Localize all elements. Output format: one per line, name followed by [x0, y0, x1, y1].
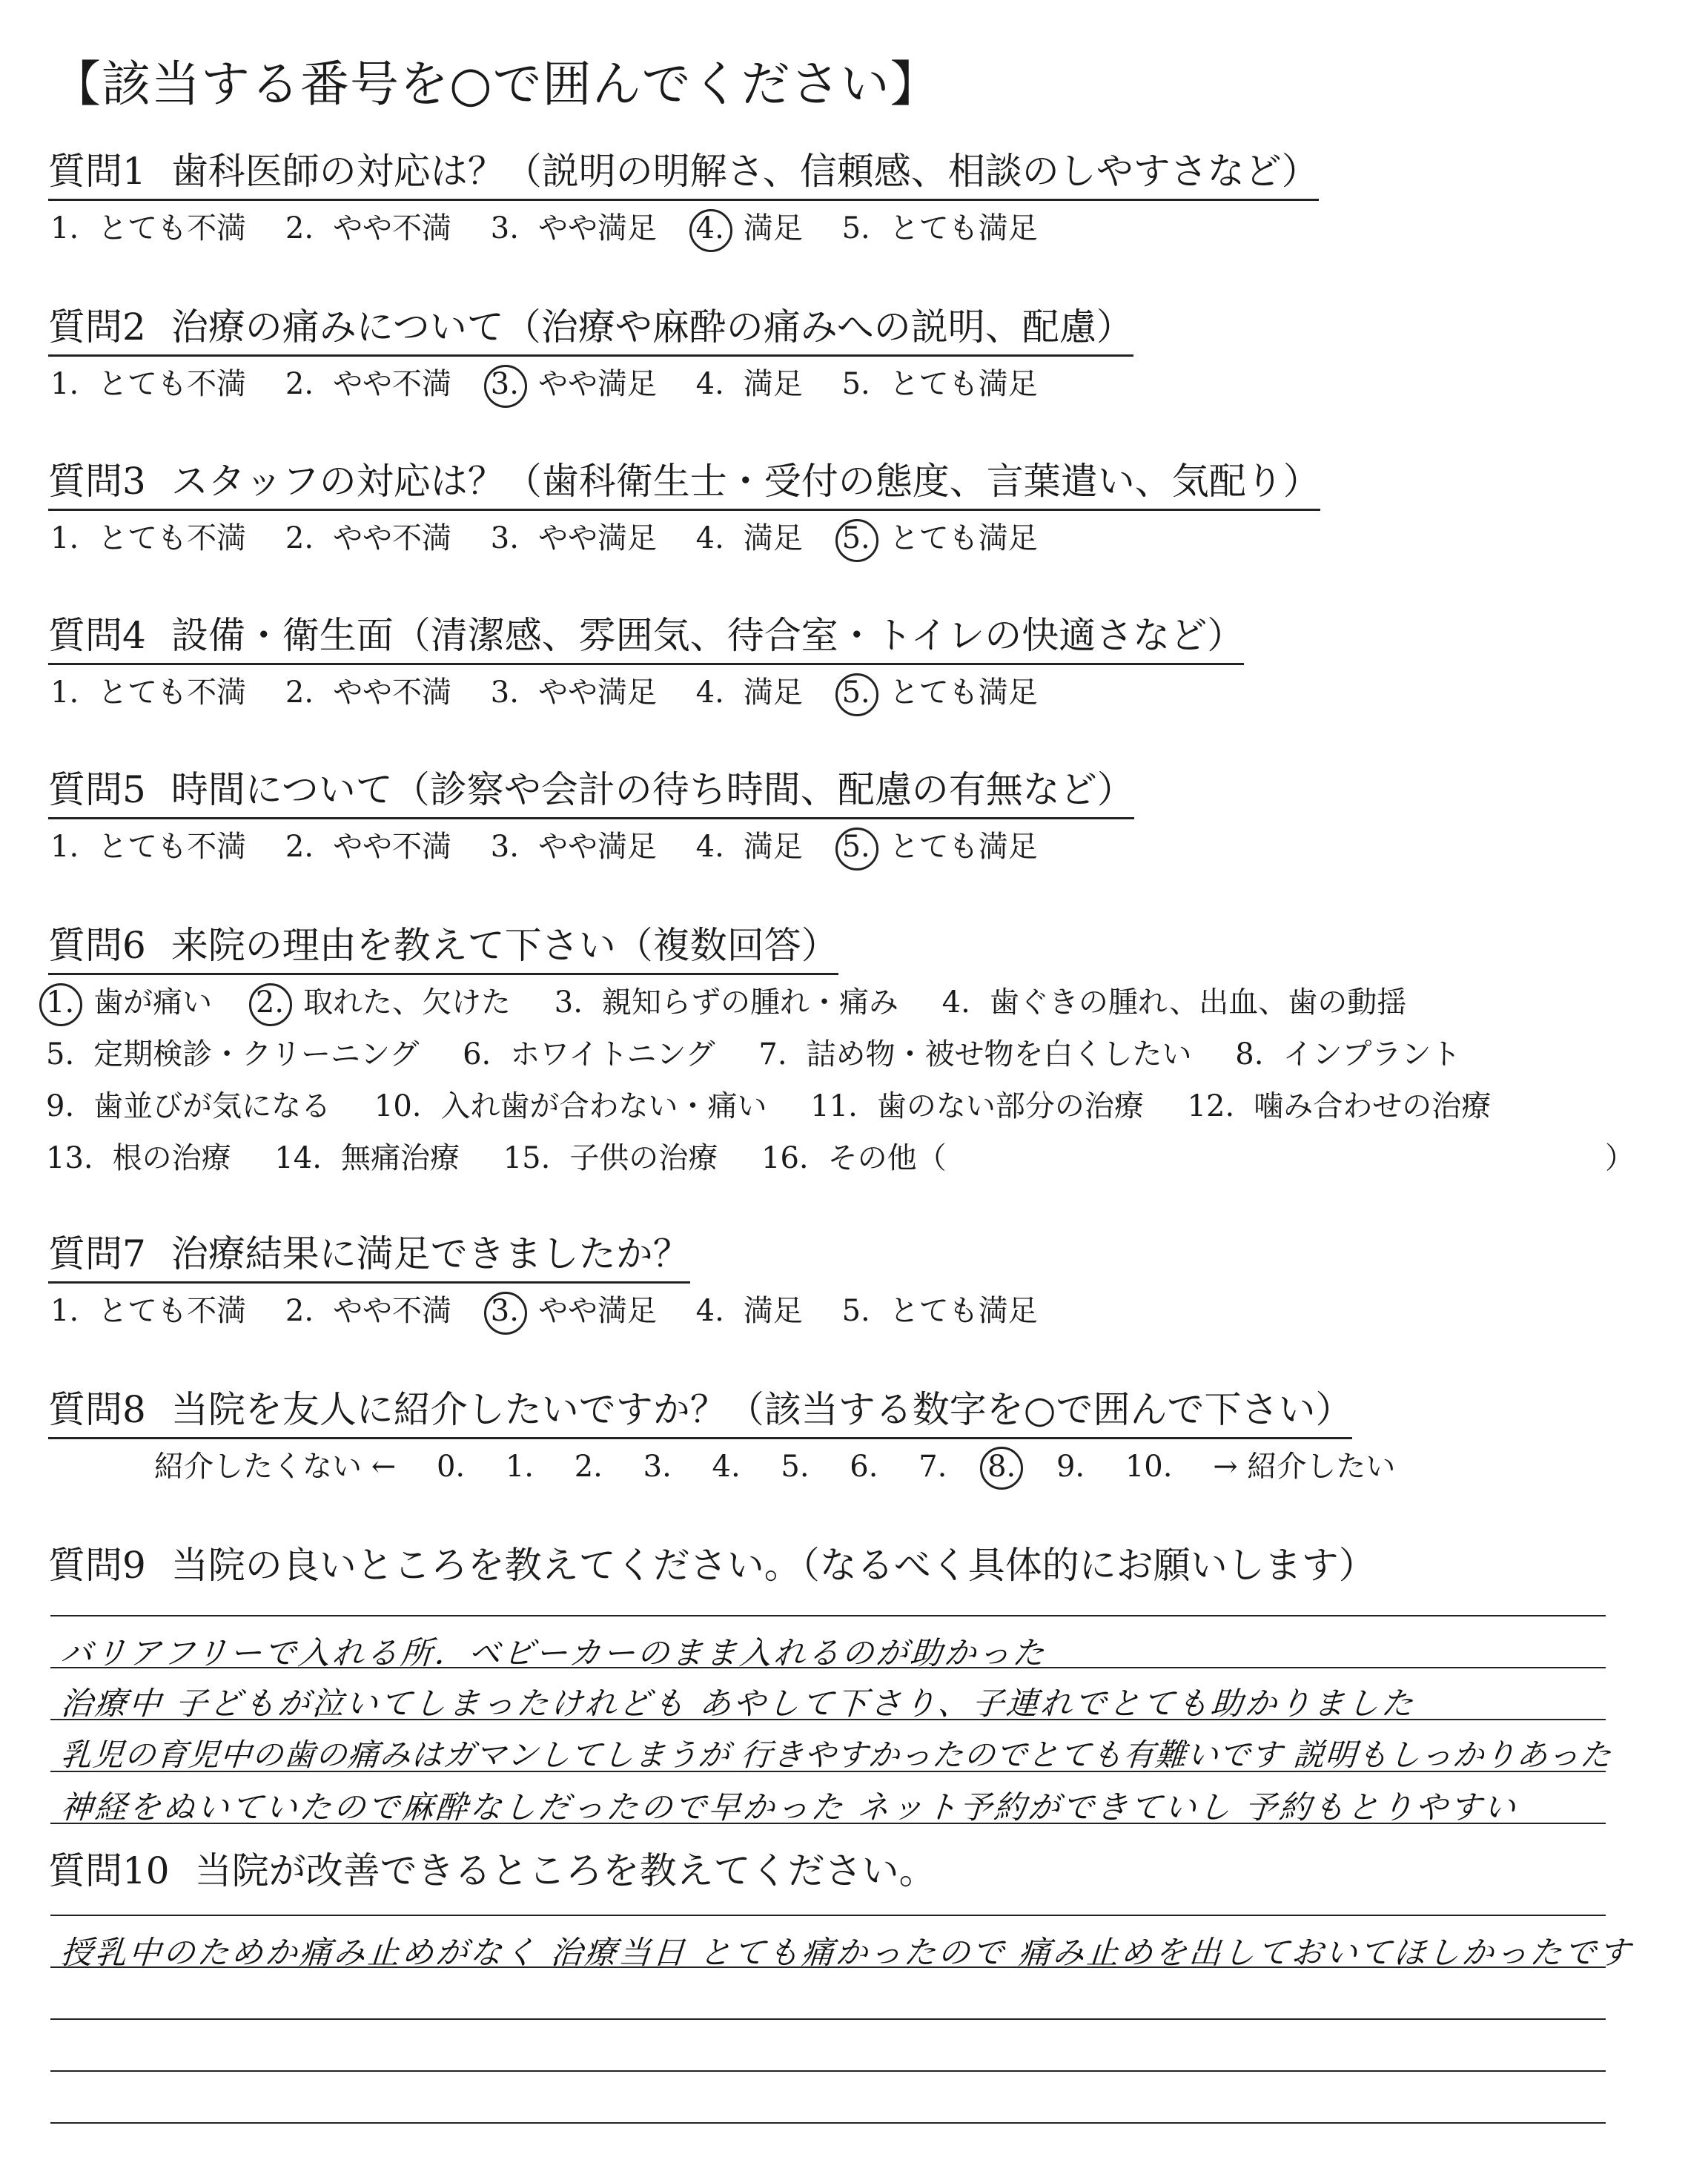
q3-option-3[interactable]: 3. やや満足 — [490, 521, 657, 555]
q3-option-4[interactable]: 4. 満足 — [695, 521, 803, 555]
question-3-number: 質問3 — [48, 460, 146, 503]
question-8-scale — [154, 1447, 1426, 1486]
q1-option-1[interactable]: 1. とても不満 — [50, 211, 247, 245]
q4-option-5-selected[interactable]: 5. とても満足 — [842, 673, 1038, 712]
q8-scale-1[interactable]: 1. — [505, 1450, 534, 1484]
q4-option-4[interactable]: 4. 満足 — [695, 676, 803, 710]
q3-option-5-selected[interactable]: 5. とても満足 — [842, 519, 1038, 558]
q6-other-paren-close: ） — [1605, 1141, 1635, 1175]
q10-answer-line — [50, 1915, 1606, 1916]
q10-answer-1[interactable]: 授乳中のためか痛み止めがなく 治療当日 とても痛かったので 痛み止めを出しておいてほしかったです — [59, 1935, 1634, 1972]
q8-scale-6[interactable]: 6. — [850, 1450, 878, 1484]
q8-scale-9[interactable]: 9. — [1056, 1450, 1085, 1484]
q6-option-5[interactable]: 5. 定期検診・クリーニング — [46, 1037, 420, 1071]
q6-option-11[interactable]: 11. 歯のない部分の治療 — [810, 1089, 1144, 1123]
q9-answer-line — [50, 1771, 1606, 1772]
q6-option-12[interactable]: 12. 噛み合わせの治療 — [1187, 1089, 1492, 1123]
page-header: 【該当する番号を○で囲んでください】 — [52, 56, 940, 113]
question-2-options — [50, 365, 1068, 403]
question-2-text: 治療の痛みについて（治療や麻酔の痛みへの説明、配慮） — [171, 305, 1133, 349]
q9-answer-line — [50, 1823, 1606, 1824]
q3-option-1[interactable]: 1. とても不満 — [50, 521, 247, 555]
question-5-options — [50, 828, 1068, 866]
q1-option-5[interactable]: 5. とても満足 — [841, 211, 1038, 245]
q5-option-3[interactable]: 3. やや満足 — [490, 830, 657, 864]
q7-option-2[interactable]: 2. やや不満 — [285, 1294, 452, 1328]
q10-answer-line — [50, 2018, 1606, 2020]
q9-answer-line — [50, 1667, 1606, 1668]
q7-option-5[interactable]: 5. とても満足 — [841, 1294, 1038, 1328]
question-6-row-3 — [46, 1087, 1525, 1126]
q7-option-3-selected[interactable]: 3. やや満足 — [491, 1292, 657, 1330]
q6-option-2-selected[interactable]: 2. 取れた、欠けた — [256, 983, 511, 1022]
q8-right-label: → 紹介したい — [1213, 1450, 1396, 1484]
question-6-row-4 — [46, 1139, 1677, 1178]
q6-option-13[interactable]: 13. 根の治療 — [46, 1141, 231, 1175]
q6-option-16[interactable]: 16. その他（ — [761, 1141, 947, 1175]
q8-scale-7[interactable]: 7. — [918, 1450, 947, 1484]
question-6-text: 来院の理由を教えて下さい（複数回答） — [171, 924, 838, 967]
q5-option-1[interactable]: 1. とても不満 — [50, 830, 247, 864]
question-9-title — [48, 1542, 1376, 1593]
question-7-text: 治療結果に満足できましたか？ — [171, 1232, 690, 1275]
q9-answer-line — [50, 1615, 1606, 1616]
q5-option-2[interactable]: 2. やや不満 — [285, 830, 452, 864]
question-3-options — [50, 519, 1068, 558]
q2-option-1[interactable]: 1. とても不満 — [50, 367, 247, 401]
question-5-text: 時間について（診察や会計の待ち時間、配慮の有無など） — [171, 768, 1134, 811]
q9-answer-1[interactable]: バリアフリーで入れる所．ベビーカーのまま入れるのが助かった — [59, 1635, 1048, 1672]
question-5-number: 質問5 — [48, 768, 146, 811]
q2-option-2[interactable]: 2. やや不満 — [285, 367, 452, 401]
question-7-title — [48, 1231, 690, 1284]
question-10-title — [48, 1848, 936, 1898]
question-6-row-2 — [46, 1035, 1494, 1074]
question-4-number: 質問4 — [48, 614, 146, 657]
q9-answer-3[interactable]: 乳児の育児中の歯の痛みはガマンしてしまうが 行きやすかったのでとても有難いです 説明もしっかりあった — [59, 1737, 1613, 1773]
q6-option-7[interactable]: 7. 詰め物・被せ物を白くしたい — [758, 1037, 1192, 1071]
q7-option-4[interactable]: 4. 満足 — [695, 1294, 803, 1328]
q9-answer-4[interactable]: 神経をぬいていたので麻酔なしだったので早かった ネット予約ができていし 予約もとりやすい — [59, 1789, 1519, 1826]
q2-option-4[interactable]: 4. 満足 — [695, 367, 803, 401]
q6-option-4[interactable]: 4. 歯ぐきの腫れ、出血、歯の動揺 — [941, 985, 1407, 1020]
q6-option-15[interactable]: 15. 子供の治療 — [503, 1141, 718, 1175]
q6-option-3[interactable]: 3. 親知らずの腫れ・痛み — [554, 985, 898, 1020]
question-7-number: 質問7 — [48, 1232, 146, 1275]
q8-scale-2[interactable]: 2. — [574, 1450, 603, 1484]
q4-option-2[interactable]: 2. やや不満 — [285, 676, 452, 710]
q6-option-9[interactable]: 9. 歯並びが気になる — [46, 1089, 331, 1123]
q10-answer-line — [50, 2122, 1606, 2124]
q9-answer-2[interactable]: 治療中 子どもが泣いてしまったけれども あやして下さり、子連れでとても助かりました — [59, 1685, 1417, 1723]
question-6-title — [48, 922, 838, 975]
question-5-title — [48, 767, 1134, 819]
q2-option-3-selected[interactable]: 3. やや満足 — [491, 365, 657, 403]
question-10-text: 当院が改善できるところを教えてください。 — [194, 1849, 936, 1892]
q10-answer-line — [50, 2070, 1606, 2072]
question-7-options — [50, 1292, 1068, 1330]
q4-option-3[interactable]: 3. やや満足 — [490, 676, 657, 710]
q8-scale-3[interactable]: 3. — [643, 1450, 672, 1484]
question-10-number: 質問10 — [48, 1849, 170, 1892]
q1-option-4-selected[interactable]: 4. 満足 — [696, 209, 803, 248]
q5-option-5-selected[interactable]: 5. とても満足 — [842, 828, 1038, 866]
question-1-text: 歯科医師の対応は？（説明の明解さ、信頼感、相談のしやすさなど） — [171, 150, 1319, 193]
question-8-number: 質問8 — [48, 1388, 146, 1431]
q8-scale-4[interactable]: 4. — [712, 1450, 741, 1484]
q3-option-2[interactable]: 2. やや不満 — [285, 521, 452, 555]
question-1-title — [48, 148, 1319, 201]
q10-answer-line — [50, 1966, 1606, 1968]
question-4-options — [50, 673, 1068, 712]
q6-option-10[interactable]: 10. 入れ歯が合わない・痛い — [374, 1089, 767, 1123]
q6-option-1-selected[interactable]: 1. 歯が痛い — [46, 983, 212, 1022]
q6-option-6[interactable]: 6. ホワイトニング — [463, 1037, 715, 1071]
question-6-number: 質問6 — [48, 924, 146, 967]
q7-option-1[interactable]: 1. とても不満 — [50, 1294, 247, 1328]
q5-option-4[interactable]: 4. 満足 — [695, 830, 803, 864]
question-6-row-1 — [46, 983, 1440, 1022]
question-9-text: 当院の良いところを教えてください。（なるべく具体的にお願いします） — [171, 1544, 1376, 1587]
q1-option-2[interactable]: 2. やや不満 — [285, 211, 452, 245]
q8-scale-10[interactable]: 10. — [1125, 1450, 1173, 1484]
question-9-number: 質問9 — [48, 1544, 146, 1587]
question-8-text: 当院を友人に紹介したいですか？（該当する数字を○で囲んで下さい） — [171, 1388, 1353, 1431]
question-3-title — [48, 458, 1320, 511]
q1-option-3[interactable]: 3. やや満足 — [490, 211, 657, 245]
q8-scale-5[interactable]: 5. — [781, 1450, 810, 1484]
q2-option-5[interactable]: 5. とても満足 — [841, 367, 1038, 401]
question-4-text: 設備・衛生面（清潔感、雰囲気、待合室・トイレの快適さなど） — [171, 614, 1245, 657]
q8-left-label: 紹介したくない ← — [154, 1450, 397, 1484]
q8-scale-8-selected[interactable]: 8. — [987, 1447, 1016, 1486]
question-1-number: 質問1 — [48, 150, 146, 193]
question-2-title — [48, 304, 1133, 357]
question-4-title — [48, 612, 1244, 665]
q9-answer-line — [50, 1719, 1606, 1720]
question-2-number: 質問2 — [48, 305, 146, 349]
q6-option-8[interactable]: 8. インプラント — [1235, 1037, 1461, 1071]
q4-option-1[interactable]: 1. とても不満 — [50, 676, 247, 710]
q8-scale-0[interactable]: 0. — [436, 1450, 466, 1484]
question-8-title — [48, 1387, 1352, 1439]
question-1-options — [50, 209, 1068, 248]
question-3-text: スタッフの対応は？（歯科衛生士・受付の態度、言葉遣い、気配り） — [171, 460, 1320, 503]
q6-option-14[interactable]: 14. 無痛治療 — [274, 1141, 460, 1175]
